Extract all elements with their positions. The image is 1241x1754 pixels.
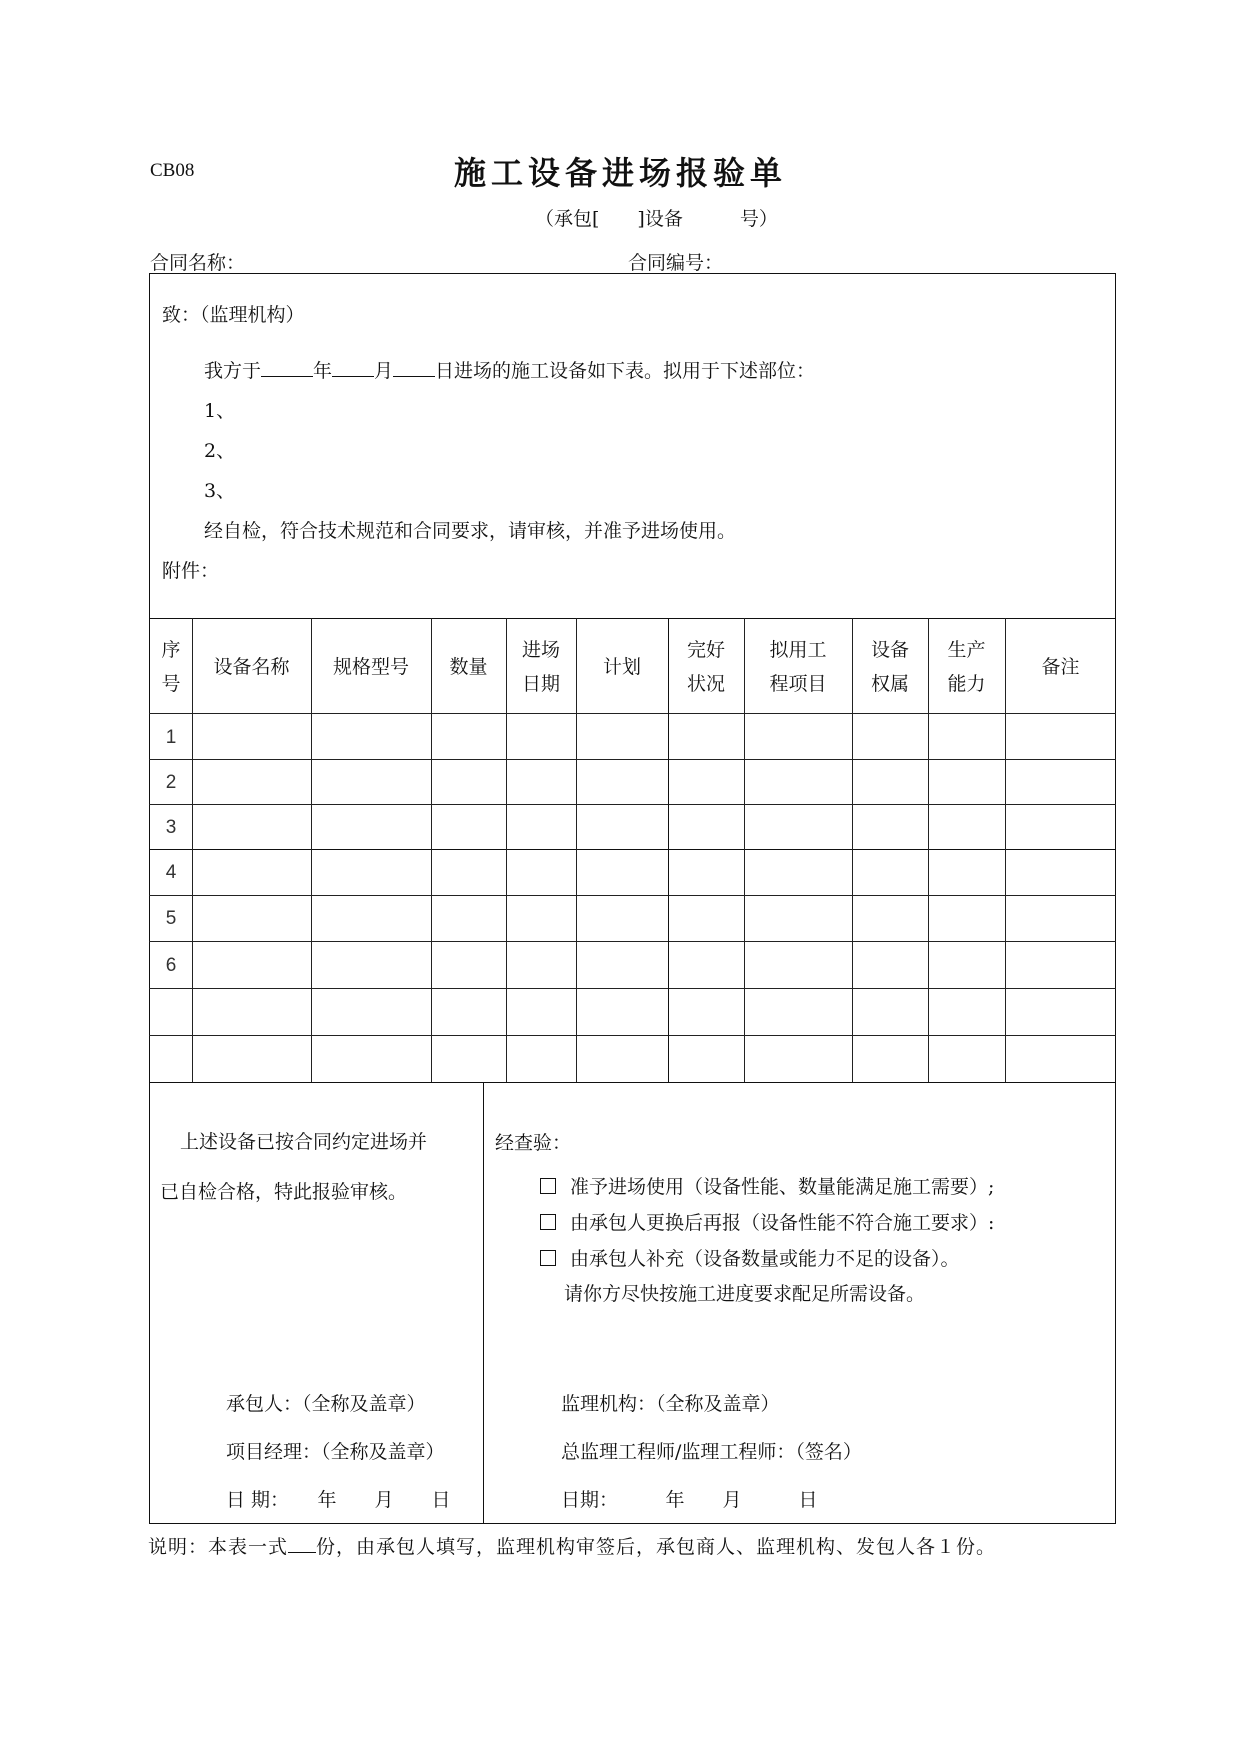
entry-intro-rest: 日进场的施工设备如下表。拟用于下述部位：	[435, 360, 816, 382]
contract-number-label: 合同编号：	[628, 252, 724, 274]
option-replace	[540, 1208, 994, 1235]
header-entry-date: 进场 日期	[521, 639, 560, 695]
row-number: 6	[165, 955, 177, 976]
supplement-checkbox[interactable]	[540, 1250, 556, 1266]
column-line	[431, 618, 432, 1082]
location-item-2: 2、	[204, 440, 236, 462]
supplement-request: 请你方尽快按施工进度要求配足所需设备。	[564, 1283, 926, 1305]
contractor-signature-label: 承包人：（全称及盖章）	[226, 1393, 426, 1415]
form-subtitle: （承包[ ]设备 号）	[535, 208, 778, 230]
header-model: 规格型号	[332, 656, 409, 678]
row-number: 2	[165, 772, 177, 793]
header-ownership: 设备 权属	[870, 639, 909, 695]
attachment-label: 附件：	[162, 560, 220, 582]
contract-name-label: 合同名称：	[150, 252, 246, 274]
copies-blank[interactable]	[288, 1534, 316, 1553]
supervision-agency-label: 监理机构：（全称及盖章）	[561, 1393, 780, 1415]
addressee: 致：（监理机构）	[162, 304, 305, 326]
section-divider	[483, 1082, 484, 1523]
header-index: 序 号	[161, 639, 181, 695]
self-check-statement: 经自检，符合技术规范和合同要求，请审核，并准予进场使用。	[204, 520, 737, 542]
chief-engineer-label: 总监理工程师/监理工程师：（签名）	[561, 1441, 862, 1463]
footer-note-start: 说明：本表一式	[148, 1536, 289, 1558]
row-line	[149, 988, 1116, 989]
supervisor-date-label: 日期： 年 月 日	[561, 1489, 818, 1511]
entry-statement	[204, 356, 815, 383]
inspection-label: 经查验：	[495, 1132, 572, 1154]
header-quantity: 数量	[449, 656, 488, 678]
contractor-statement-line-1: 上述设备已按合同约定进场并	[180, 1131, 428, 1153]
row-number: 1	[165, 727, 177, 748]
row-number: 4	[165, 862, 177, 883]
header-equipment-name: 设备名称	[213, 656, 290, 678]
table-bottom-border	[149, 1082, 1116, 1083]
option-supplement	[540, 1244, 960, 1271]
contractor-statement-line-2: 已自检合格，特此报验审核。	[160, 1181, 408, 1203]
header-plan: 计划	[602, 656, 641, 678]
approve-checkbox[interactable]	[540, 1178, 556, 1194]
form-frame	[149, 273, 1116, 1524]
row-line	[149, 941, 1116, 942]
location-item-1: 1、	[204, 400, 236, 422]
form-code: CB08	[150, 160, 195, 181]
header-remarks: 备注	[1041, 656, 1080, 678]
page-title: 施工设备进场报验单	[453, 154, 787, 192]
year-label: 年	[313, 360, 333, 382]
header-condition: 完好 状况	[686, 639, 725, 695]
contractor-date-label: 日 期： 年 月 日	[226, 1489, 451, 1511]
day-blank[interactable]	[393, 358, 435, 377]
header-bottom-line	[149, 713, 1116, 714]
table-top-border	[149, 618, 1116, 619]
column-line	[1005, 618, 1006, 1082]
row-line	[149, 759, 1116, 760]
month-blank[interactable]	[332, 358, 374, 377]
option-approve	[540, 1172, 994, 1199]
footer-note	[148, 1532, 996, 1559]
option-approve-label: 准予进场使用（设备性能、数量能满足施工需要）;	[570, 1176, 995, 1198]
header-capacity: 生产 能力	[947, 639, 986, 695]
row-line	[149, 849, 1116, 850]
footer-note-rest: 份，由承包人填写，监理机构审签后，承包商人、监理机构、发包人各１份。	[316, 1536, 997, 1558]
row-number: 3	[165, 817, 177, 838]
row-line	[149, 895, 1116, 896]
header-project: 拟用工 程项目	[769, 639, 827, 695]
month-label: 月	[374, 360, 394, 382]
column-line	[311, 618, 312, 1082]
row-line	[149, 1035, 1116, 1036]
option-replace-label: 由承包人更换后再报（设备性能不符合施工要求）:	[570, 1212, 995, 1234]
row-number: 5	[165, 908, 177, 929]
column-line	[576, 618, 577, 1082]
replace-checkbox[interactable]	[540, 1214, 556, 1230]
year-blank[interactable]	[261, 358, 313, 377]
project-manager-label: 项目经理：（全称及盖章）	[226, 1441, 445, 1463]
entry-intro: 我方于	[204, 360, 262, 382]
location-item-3: 3、	[204, 480, 236, 502]
column-line	[192, 618, 193, 1082]
row-line	[149, 804, 1116, 805]
option-supplement-label: 由承包人补充（设备数量或能力不足的设备）。	[570, 1248, 960, 1270]
